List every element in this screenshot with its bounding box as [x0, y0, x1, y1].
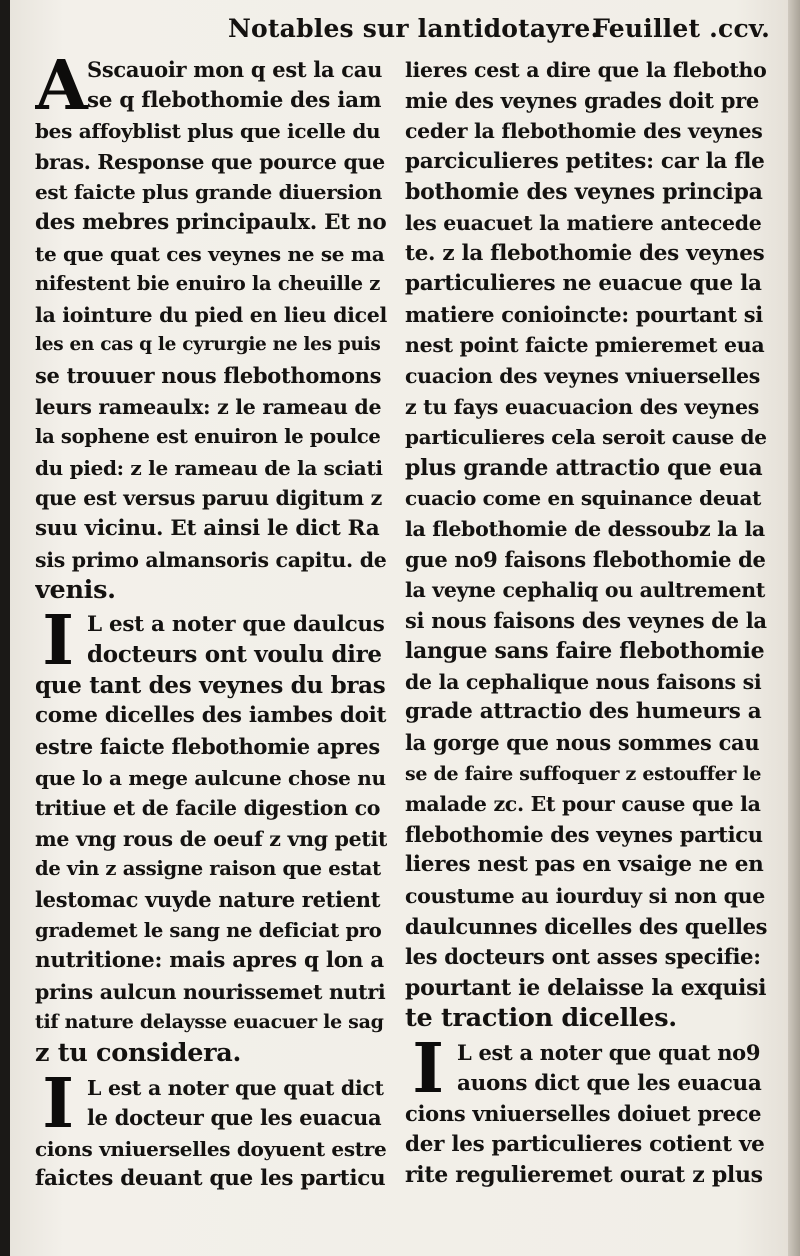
text-line: du pied: z le rameau de la sciati — [35, 455, 383, 480]
paragraph — [405, 55, 767, 1034]
text-line: nifestent bie enuiro la cheuille z — [35, 272, 380, 296]
text-line: me vng rous de oeuf z vng petit — [35, 826, 387, 851]
drop-cap-initial: A — [35, 55, 88, 126]
text-line: se trouuer nous flebothomons — [35, 362, 382, 388]
drop-cap-initial: I — [42, 600, 74, 681]
text-line: bras. Response que pource que — [35, 149, 385, 174]
text-line: que tant des veynes du bras — [35, 671, 386, 699]
text-line: suu vicinu. Et ainsi le dict Ra — [35, 515, 380, 541]
text-line: parciculieres petites: car la fle — [405, 148, 765, 174]
text-line: rite regulieremet ourat z plus — [405, 1162, 763, 1189]
drop-cap-initial: I — [42, 1063, 74, 1144]
text-line: nest point faicte pmieremet eua — [405, 333, 765, 358]
text-line: plus grande attractio que eua — [405, 454, 763, 481]
text-line: L est a noter que quat dict — [87, 1075, 384, 1100]
text-line: ceder la flebothomie des veynes — [405, 119, 763, 144]
text-line: flebothomie des veynes particu — [405, 821, 763, 847]
text-line: z tu fays euacuacion des veynes — [405, 394, 759, 419]
text-line: L est a noter que quat no9 — [457, 1040, 761, 1065]
text-line: les en cas q le cyrurgie ne les puis — [35, 334, 381, 356]
text-line: si nous faisons des veynes de la — [405, 607, 767, 633]
text-line: tritiue et de facile digestion co — [35, 796, 381, 821]
text-line: grade attractio des humeurs a — [405, 699, 762, 725]
text-line: matiere conioincte: pourtant si — [405, 301, 763, 327]
text-line: cuacio come en squinance deuat — [405, 486, 762, 511]
text-line: que lo a mege aulcune chose nu — [35, 765, 386, 790]
text-line: pourtant ie delaisse la exquisi — [405, 974, 767, 1001]
page-edge-shadow — [0, 0, 10, 1256]
text-line: docteurs ont voulu dire — [87, 641, 382, 669]
text-line: te. z la flebothomie des veynes — [405, 240, 765, 266]
text-line: les euacuet la matiere antecede — [405, 210, 762, 235]
text-line: la sophene est enuiron le poulce — [35, 425, 381, 449]
text-line: se de faire suffoquer z estouffer le — [405, 762, 762, 785]
page-header — [228, 14, 770, 52]
text-line: particulieres ne euacue que la — [405, 271, 762, 297]
text-line: sis primo almansoris capitu. de — [35, 547, 387, 572]
text-line: les docteurs ont asses specifie: — [405, 944, 761, 970]
text-line: nutritione: mais apres q lon a — [35, 948, 384, 974]
paragraph — [35, 55, 387, 606]
text-line: que est versus paruu digitum z — [35, 486, 382, 511]
text-line: lestomac vuyde nature retient — [35, 887, 381, 913]
text-line: grademet le sang ne deficiat pro — [35, 918, 382, 942]
text-line: come dicelles des iambes doit — [35, 703, 387, 729]
text-line: de la cephalique nous faisons si — [405, 669, 762, 694]
text-line: Sscauoir mon q est la cau — [87, 57, 383, 82]
text-line: cuacion des veynes vniuerselles — [405, 363, 760, 388]
folio-number: Feuillet .ccv. — [592, 14, 770, 43]
paragraph — [35, 1063, 387, 1195]
text-line: lieres nest pas en vsaige ne en — [405, 852, 764, 878]
text-line: daulcunnes dicelles des quelles — [405, 913, 767, 939]
text-line: leurs rameaulx: z le rameau de — [35, 394, 382, 419]
text-line: bes affoyblist plus que icelle du — [35, 119, 381, 144]
paragraph — [405, 1029, 767, 1191]
text-line: prins aulcun nourissemet nutri — [35, 979, 386, 1004]
text-line: de vin z assigne raison que estat — [35, 857, 381, 881]
text-line: cions vniuerselles doyuent estre — [35, 1136, 387, 1161]
text-line: venis. — [35, 575, 116, 606]
text-line: la flebothomie de dessoubz la la — [405, 516, 765, 541]
text-line: estre faicte flebothomie apres — [35, 734, 380, 760]
text-line: la veyne cephaliq ou aultrement — [405, 578, 766, 603]
text-line: auons dict que les euacua — [457, 1070, 762, 1096]
text-line: particulieres cela seroit cause de — [405, 425, 767, 450]
text-line: bothomie des veynes principa — [405, 179, 763, 206]
text-line: cions vniuerselles doiuet prece — [405, 1101, 762, 1127]
text-line: la iointure du pied en lieu dicel — [35, 302, 387, 327]
text-line: gue no9 faisons flebothomie de — [405, 546, 766, 572]
text-line: te que quat ces veynes ne se ma — [35, 241, 385, 266]
text-line: L est a noter que daulcus — [87, 611, 385, 637]
text-line: z tu considera. — [35, 1038, 242, 1068]
paragraph — [35, 600, 387, 1069]
running-title: Notables sur lantidotayre. — [228, 14, 600, 43]
text-line: faictes deuant que les particu — [35, 1166, 386, 1192]
text-line: se q flebothomie des iam — [87, 87, 382, 113]
text-line: malade zc. Et pour cause que la — [405, 792, 761, 817]
text-line: la gorge que nous sommes cau — [405, 730, 760, 756]
text-line: langue sans faire flebothomie — [405, 638, 765, 665]
text-line: der les particulieres cotient ve — [405, 1131, 765, 1157]
text-line: des mebres principaulx. Et no — [35, 209, 387, 235]
drop-cap-initial: I — [412, 1029, 444, 1109]
text-line: lieres cest a dire que la flebotho — [405, 58, 767, 82]
text-line: te traction dicelles. — [405, 1003, 677, 1034]
text-line: est faicte plus grande diuersion — [35, 180, 383, 205]
text-line: le docteur que les euacua — [87, 1105, 382, 1131]
text-line: tif nature delaysse euacuer le sag — [35, 1011, 384, 1034]
text-line: coustume au iourduy si non que — [405, 884, 765, 909]
facing-page-edge — [788, 0, 800, 1256]
left-text-column — [35, 55, 387, 1225]
right-text-column — [405, 55, 767, 1225]
text-line: mie des veynes grades doit pre — [405, 87, 759, 113]
